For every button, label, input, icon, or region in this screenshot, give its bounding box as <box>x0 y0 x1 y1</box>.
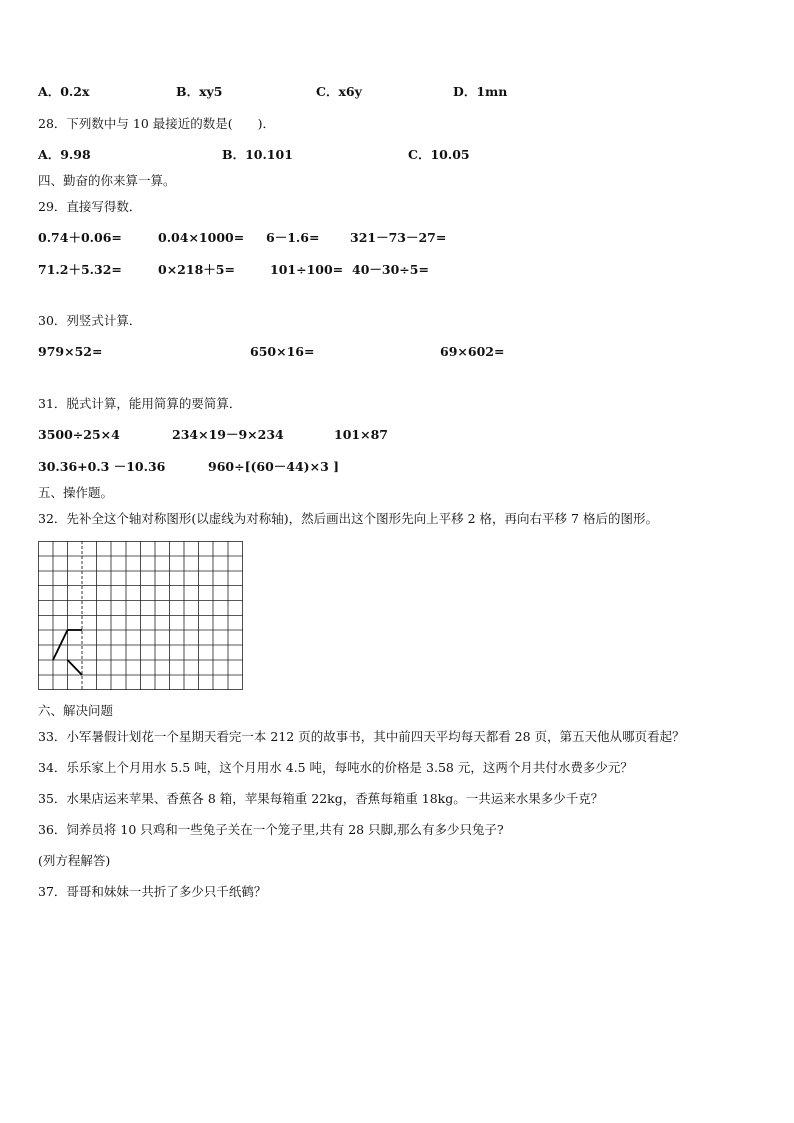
q35-text: 35．水果店运来苹果、香蕉各 8 箱，苹果每箱重 22kg，香蕉每箱重 18kg。一共运来水果多少千克？ <box>38 791 604 806</box>
q36-note: (列方程解答) <box>38 853 111 868</box>
q31-r1-c3: 101×87 <box>334 427 388 442</box>
section-4-heading: 四、勤奋的你来算一算。 <box>38 173 176 188</box>
q30-item-2: 650×16= <box>250 344 315 359</box>
q33-text: 33．小军暑假计划花一个星期天看完一本 212 页的故事书，其中前四天平均每天都看 28 页，第五天他从哪页看起？ <box>38 729 685 744</box>
grid-figure <box>38 541 244 691</box>
q31-r2-c2: 960÷[(60－44)×3 ] <box>208 459 340 474</box>
q27-option-b: B．xy5 <box>176 84 223 99</box>
q36-text: 36．饲养员将 10 只鸡和一些兔子关在一个笼子里,共有 28 只脚,那么有多少只兔子? <box>38 822 504 837</box>
q30-text: 30．列竖式计算． <box>38 313 142 328</box>
q29-r1-c2: 0.04×1000= <box>158 230 245 245</box>
q30-item-1: 979×52= <box>38 344 103 359</box>
q27-option-a: A．0.2x <box>38 84 90 99</box>
q29-r2-c3: 101÷100= <box>270 262 344 277</box>
q29-r1-c4: 321－73－27= <box>350 230 447 245</box>
q28-option-c: C．10.05 <box>408 147 470 162</box>
q29-r1-c1: 0.74＋0.06= <box>38 230 122 245</box>
q31-r1-c1: 3500÷25×4 <box>38 427 120 442</box>
q28-option-b: B．10.101 <box>222 147 293 162</box>
q29-r2-c4: 40－30÷5= <box>352 262 429 277</box>
q27-option-d: D．1mn <box>453 84 508 99</box>
q31-text: 31．脱式计算，能用简算的要简算． <box>38 396 242 411</box>
q29-r1-c3: 6－1.6= <box>266 230 320 245</box>
q29-text: 29．直接写得数． <box>38 199 142 214</box>
q28-option-a: A．9.98 <box>38 147 91 162</box>
q27-option-c: C．x6y <box>316 84 362 99</box>
q29-r2-c1: 71.2＋5.32= <box>38 262 122 277</box>
q34-text: 34．乐乐家上个月用水 5.5 吨，这个月用水 4.5 吨，每吨水的价格是 3.58 元，这两个月共付水费多少元？ <box>38 760 633 775</box>
q32-text: 32．先补全这个轴对称图形(以虚线为对称轴)，然后画出这个图形先向上平移 2 格，再向右平移 7 格后的图形。 <box>38 511 658 526</box>
q28-text: 28．下列数中与 10 最接近的数是( )． <box>38 116 276 131</box>
section-5-heading: 五、操作题。 <box>38 485 114 500</box>
q37-text: 37．哥哥和妹妹一共折了多少只千纸鹤？ <box>38 884 267 899</box>
q30-item-3: 69×602= <box>440 344 505 359</box>
section-6-heading: 六、解决问题 <box>38 703 114 718</box>
q29-r2-c2: 0×218＋5= <box>158 262 235 277</box>
q31-r1-c2: 234×19－9×234 <box>172 427 284 442</box>
q31-r2-c1: 30.36+0.3 －10.36 <box>38 459 166 474</box>
